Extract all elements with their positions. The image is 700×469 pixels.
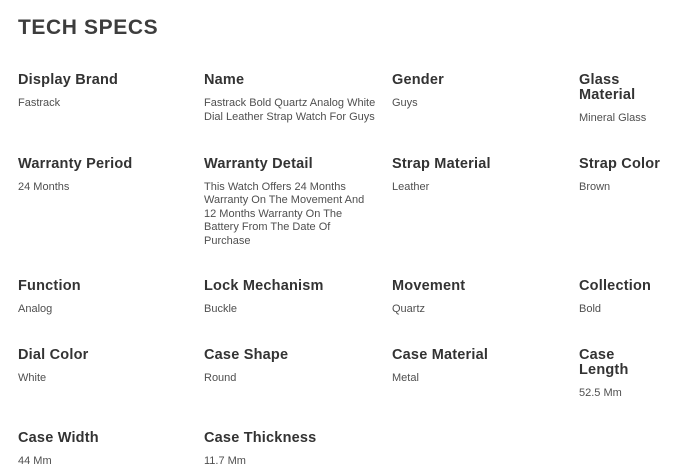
spec-value: Round: [204, 371, 237, 384]
spec-item: [392, 279, 579, 317]
spec-item: [392, 348, 579, 401]
spec-label: Warranty Detail: [204, 155, 313, 172]
spec-value: 52.5 Mm: [579, 386, 622, 399]
spec-label: Case Thickness: [204, 430, 317, 446]
spec-item: [18, 157, 204, 249]
spec-item: [18, 73, 204, 126]
spec-value: Fastrack Bold Quartz Analog White Dial Leather Strap Watch For Guys: [204, 97, 376, 123]
page-title: TECH SPECS: [18, 16, 159, 39]
spec-item: [204, 157, 392, 249]
spec-label: Name: [204, 72, 245, 88]
spec-item: [579, 73, 682, 126]
spec-label: Strap Material: [392, 155, 491, 172]
spec-item: [18, 279, 204, 317]
spec-label: Display Brand: [18, 72, 119, 88]
spec-item: [392, 73, 579, 126]
spec-label: Case Width: [18, 430, 99, 446]
spec-value: Quartz: [392, 303, 426, 315]
spec-label: Gender: [392, 72, 444, 88]
spec-label: Function: [18, 278, 81, 294]
spec-label: Case Length: [579, 346, 629, 378]
spec-value: Buckle: [204, 303, 238, 315]
spec-label: Dial Color: [18, 346, 89, 363]
spec-label: Case Material: [392, 346, 489, 363]
spec-value: 11.7 Mm: [204, 455, 246, 467]
spec-label: Collection: [579, 278, 652, 294]
spec-item: [579, 348, 682, 401]
spec-label: Lock Mechanism: [204, 278, 324, 294]
spec-item: [204, 348, 392, 401]
spec-value: Analog: [18, 303, 53, 315]
spec-value: Guys: [392, 97, 418, 109]
spec-item: [579, 279, 682, 317]
spec-value: This Watch Offers 24 Months Warranty On The Movement And 12 Months Warranty On The Battery From The Date Of Purchase: [204, 180, 365, 247]
spec-item: [204, 73, 392, 126]
spec-value: Metal: [392, 371, 419, 384]
spec-label: Glass Material: [579, 72, 636, 103]
spec-label: Warranty Period: [18, 155, 133, 172]
spec-value: 24 Months: [18, 180, 70, 193]
spec-label: Strap Color: [579, 155, 661, 172]
spec-item: [392, 157, 579, 249]
spec-label: Case Shape: [204, 346, 289, 363]
spec-item: [579, 157, 682, 249]
spec-value: Bold: [579, 303, 602, 315]
spec-value: 44 Mm: [18, 455, 52, 467]
spec-value: Brown: [579, 180, 611, 193]
spec-value: Leather: [392, 180, 430, 193]
spec-item: [204, 279, 392, 317]
spec-item: [204, 431, 392, 469]
spec-item: [18, 348, 204, 401]
spec-value: Fastrack: [18, 97, 61, 109]
spec-item: [18, 431, 204, 469]
spec-label: Movement: [392, 278, 466, 294]
spec-value: White: [18, 371, 47, 384]
specs-grid: [18, 73, 682, 469]
spec-value: Mineral Glass: [579, 112, 647, 124]
